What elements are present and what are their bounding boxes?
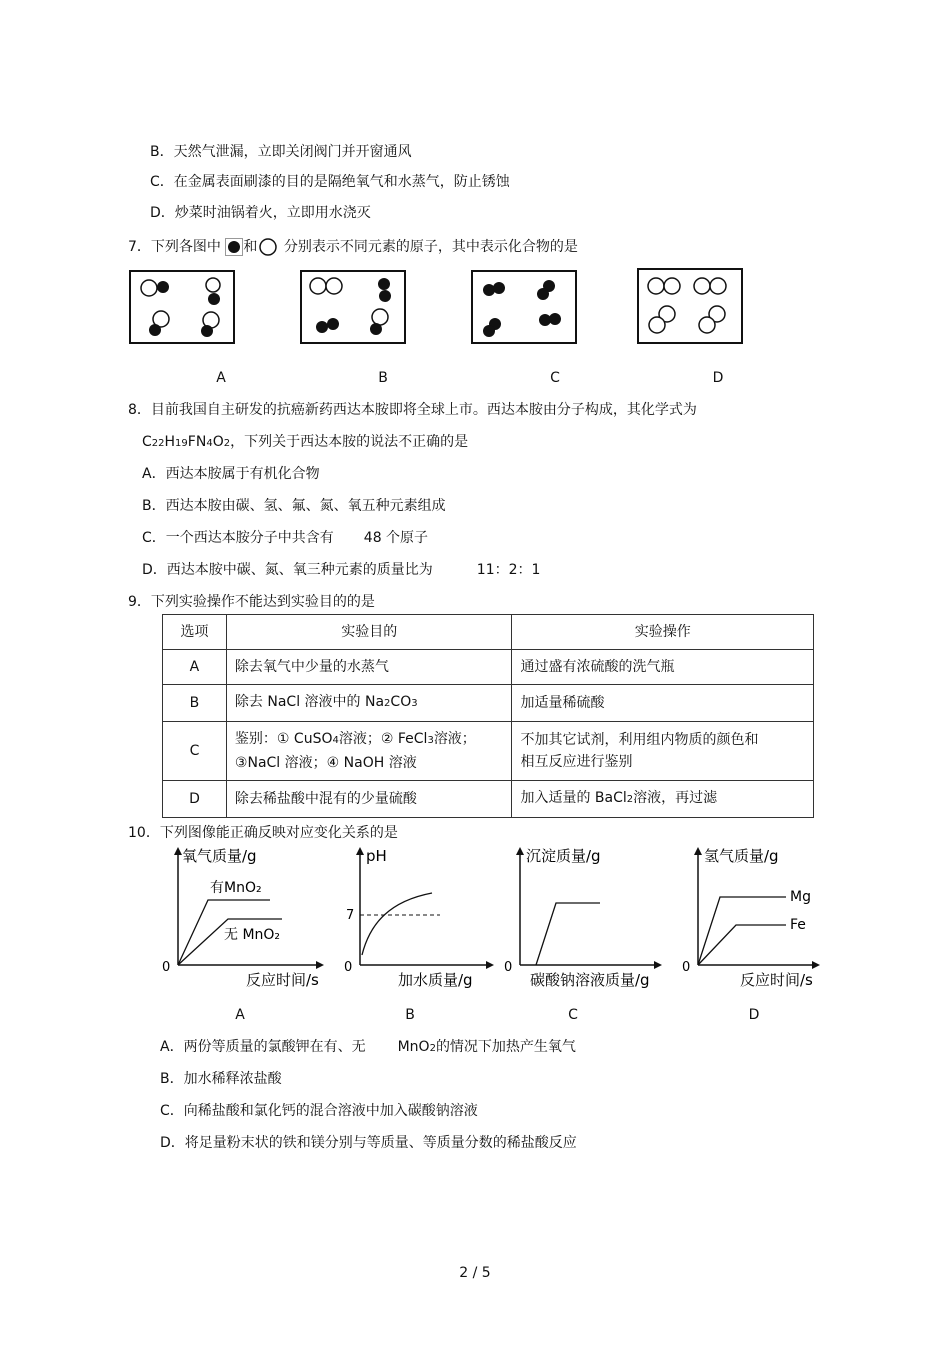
q10-graph-c [500, 843, 670, 993]
q8-option-a: A．西达本胺属于有机化合物 [142, 466, 320, 482]
q7-stem [128, 236, 578, 258]
q10-graph-b [340, 843, 500, 993]
q7-label-a: A [216, 370, 226, 386]
graph-b-xlabel: 加水质量/g [398, 971, 473, 989]
q7-prefix: 7．下列各图中 [128, 239, 221, 255]
graph-a-xlabel: 反应时间/s [246, 971, 319, 989]
q10-option-a: A．两份等质量的氯酸钾在有、无 MnO2的情况下加热产生氧气 [160, 1039, 576, 1055]
graph-b-ylabel: pH [366, 847, 387, 865]
q10-option-d: D．将足量粉末状的铁和镁分别与等质量、等质量分数的稀盐酸反应 [160, 1135, 577, 1151]
header-goal: 实验目的 [226, 615, 512, 650]
table-row: B 除去 NaCl 溶液中的 Na2CO3 加适量稀硫酸 [163, 685, 814, 722]
q6-option-d: D．炒菜时油锅着火，立即用水浇灭 [150, 205, 371, 221]
q10-option-c: C．向稀盐酸和氯化钙的混合溶液中加入碳酸钠溶液 [160, 1103, 478, 1119]
white-atom-icon [257, 236, 279, 258]
graph-c-ylabel: 沉淀质量/g [526, 847, 601, 865]
header-option: 选项 [163, 615, 227, 650]
q7-middle: 和 [243, 239, 258, 255]
page-number: 2 / 5 [459, 1265, 491, 1281]
q10-label-a: A [235, 1007, 245, 1023]
q7-label-b: B [378, 370, 388, 386]
q10-label-d: D [748, 1007, 760, 1023]
graph-a-origin: 0 [162, 960, 171, 975]
q8-stem-line1: 8．目前我国自主研发的抗癌新药西达本胺即将全球上市。西达本胺由分子构成，其化学式为 [128, 402, 697, 418]
q10-label-b: B [405, 1007, 415, 1023]
q7-diagram-a [129, 270, 235, 344]
graph-b-ytick-7: 7 [346, 908, 355, 923]
q8-formula: C22H19FN4O2 [142, 434, 231, 450]
table-row: A 除去氧气中少量的水蒸气 通过盛有浓硫酸的洗气瓶 [163, 650, 814, 685]
q7-suffix: 分别表示不同元素的原子，其中表示化合物的是 [283, 239, 578, 255]
graph-d-origin: 0 [682, 960, 691, 975]
graph-c-origin: 0 [504, 960, 513, 975]
table-row: C 鉴别：① CuSO4溶液；② FeCl3溶液； ③NaCl 溶液；④ NaOH 溶液 不加其它试剂，利用组内物质的颜色和 相互反应进行鉴别 [163, 722, 814, 781]
graph-a-series-without-mno2: 无 MnO₂ [224, 927, 281, 943]
q6-option-b: B．天然气泄漏，立即关闭阀门并开窗通风 [150, 144, 412, 160]
graph-a-ylabel: 氧气质量/g [182, 847, 257, 865]
graph-c-xlabel: 碳酸钠溶液质量/g [530, 971, 650, 989]
molecule-diagram-b [302, 272, 404, 342]
q8-option-d: D．西达本胺中碳、氮、氧三种元素的质量比为 11：2：1 [142, 562, 541, 578]
q10-label-c: C [568, 1007, 578, 1023]
table-row: D 除去稀盐酸中混有的少量硫酸 加入适量的 BaCl2溶液，再过滤 [163, 781, 814, 818]
table-header-row [163, 615, 814, 650]
q7-label-c: C [550, 370, 560, 386]
q8-option-b: B．西达本胺由碳、氢、氟、氮、氧五种元素组成 [142, 498, 446, 514]
q6-option-c: C．在金属表面刷漆的目的是隔绝氧气和水蒸气，防止锈蚀 [150, 174, 510, 190]
molecule-diagram-d [639, 270, 741, 342]
q10-stem: 10．下列图像能正确反映对应变化关系的是 [128, 825, 398, 841]
graph-d-series-mg: Mg [790, 889, 811, 905]
q10-option-b: B．加水稀释浓盐酸 [160, 1071, 282, 1087]
q8-stem-line2 [142, 433, 468, 453]
q7-label-d: D [712, 370, 724, 386]
q7-diagram-b [300, 270, 406, 344]
q8-stem-suffix: ，下列关于西达本胺的说法不正确的是 [230, 434, 469, 450]
header-operation: 实验操作 [512, 615, 814, 650]
molecule-diagram-a [131, 272, 233, 342]
graph-d-xlabel: 反应时间/s [740, 971, 813, 989]
q8-option-c: C．一个西达本胺分子中共含有 48 个原子 [142, 530, 429, 546]
q9-stem: 9．下列实验操作不能达到实验目的的是 [128, 594, 375, 610]
q10-graph-a [158, 843, 328, 993]
graph-d-series-fe: Fe [790, 917, 806, 933]
molecule-diagram-c [473, 272, 575, 342]
graph-a-series-with-mno2: 有MnO₂ [210, 880, 262, 896]
q7-diagram-d [637, 268, 743, 344]
q9-table [162, 614, 814, 818]
q7-diagram-c [471, 270, 577, 344]
black-atom-icon [225, 238, 243, 256]
q10-graph-d [668, 843, 828, 993]
graph-b-origin: 0 [344, 960, 353, 975]
graph-d-ylabel: 氢气质量/g [704, 847, 779, 865]
